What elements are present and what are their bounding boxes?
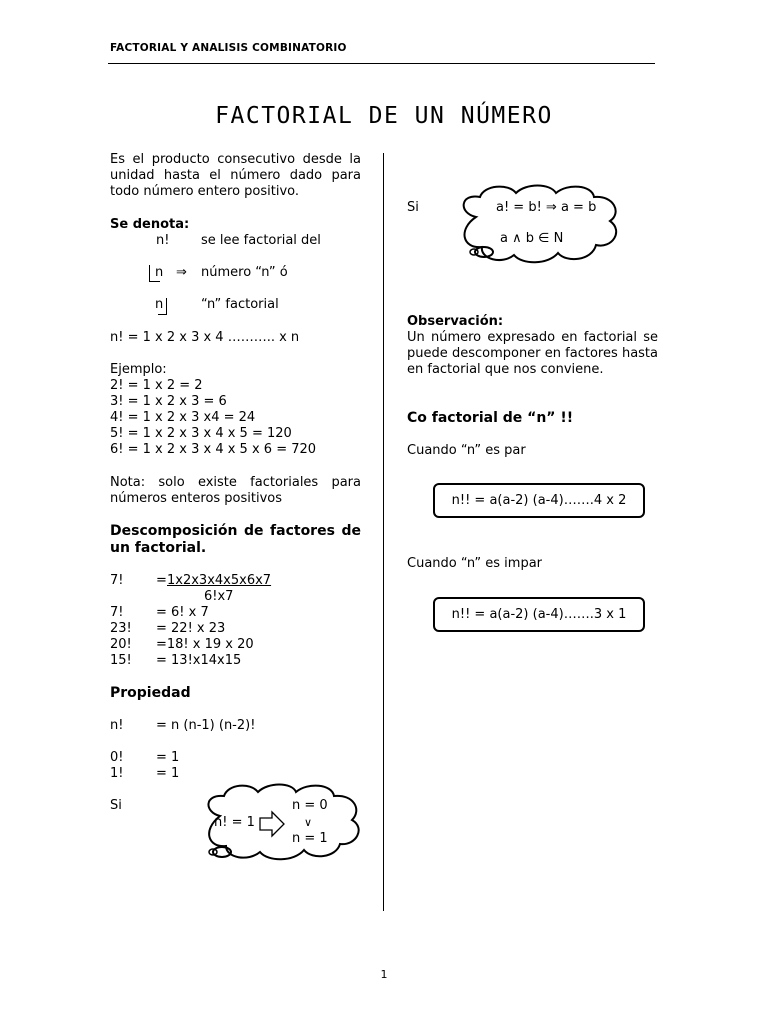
ejemplo-line: 2! = 1 x 2 = 2 <box>110 378 203 393</box>
or-symbol: ∨ <box>304 816 313 829</box>
propiedad-heading: Propiedad <box>110 685 191 701</box>
cloud-line-2: a ∧ b ∈ N <box>500 231 564 246</box>
si-label: Si <box>110 798 122 813</box>
descomp-rhs: = 13!x14x15 <box>156 653 242 668</box>
base-lhs: 0! <box>110 750 124 765</box>
ejemplo-line: 5! = 1 x 2 x 3 x 4 x 5 = 120 <box>110 426 292 441</box>
page-number: 1 <box>380 968 388 981</box>
observacion-paragraph: Un número expresado en factorial se puede descomponer en factores hasta en factorial que nos conviene. <box>407 330 658 377</box>
denota-desc-1: se lee factorial del <box>201 233 321 248</box>
propiedad-rhs: = n (n-1) (n-2)! <box>156 718 256 733</box>
observacion-heading: Observación: <box>407 314 504 329</box>
base-rhs: = 1 <box>156 766 180 781</box>
impar-formula-box: n!! = a(a-2) (a-4)…….3 x 1 <box>433 597 645 632</box>
denota-symbol-2: n <box>155 265 164 280</box>
descomp-lhs: 23! <box>110 621 132 636</box>
header-rule <box>108 63 655 64</box>
cloud-bottom-text: n = 1 <box>292 831 328 846</box>
impar-label: Cuando “n” es impar <box>407 556 543 571</box>
par-label: Cuando “n” es par <box>407 443 526 458</box>
descomp-lhs: 7! <box>110 605 124 620</box>
cloud-top-text: n = 0 <box>292 798 328 813</box>
ejemplo-line: 4! = 1 x 2 x 3 x4 = 24 <box>110 410 256 425</box>
par-formula-box: n!! = a(a-2) (a-4)…….4 x 2 <box>433 483 645 518</box>
descomp-numerator: 1x2x3x4x5x6x7 <box>167 573 272 588</box>
denota-symbol-3: n <box>155 297 164 312</box>
descomp-rhs: = 6! x 7 <box>156 605 209 620</box>
cloud-line-1: a! = b! ⇒ a = b <box>496 200 597 215</box>
descomp-lhs: 20! <box>110 637 132 652</box>
denota-desc-3: “n” factorial <box>201 297 279 312</box>
base-rhs: = 1 <box>156 750 180 765</box>
intro-paragraph: Es el producto consecutivo desde la unidad hasta el número dado para todo número entero positivo. <box>110 152 361 199</box>
cloud-left-text: n! = 1 <box>214 815 255 830</box>
si-label: Si <box>407 200 419 215</box>
descomp-lhs: 7! <box>110 573 124 588</box>
factorial-notation-right <box>158 298 167 315</box>
general-formula: n! = 1 x 2 x 3 x 4 ……….. x n <box>110 330 300 345</box>
denota-symbol-1: n! <box>156 233 170 248</box>
denota-heading: Se denota: <box>110 217 190 232</box>
descomp-rhs: =18! x 19 x 20 <box>156 637 254 652</box>
ejemplo-line: 3! = 1 x 2 x 3 = 6 <box>110 394 227 409</box>
ejemplo-heading: Ejemplo: <box>110 362 167 377</box>
cloud-shape <box>452 183 624 265</box>
column-divider <box>383 153 384 911</box>
base-lhs: 1! <box>110 766 124 781</box>
descomp-heading: Descomposición de factores de un factorial. <box>110 523 361 556</box>
descomp-lhs: 15! <box>110 653 132 668</box>
ejemplo-line: 6! = 1 x 2 x 3 x 4 x 5 x 6 = 720 <box>110 442 317 457</box>
page-title: FACTORIAL DE UN NÚMERO <box>215 103 553 129</box>
cofactorial-heading: Co factorial de “n” !! <box>407 410 574 426</box>
descomp-denominator: 6!x7 <box>204 589 234 604</box>
denota-desc-2: número “n” ó <box>201 265 288 280</box>
propiedad-lhs: n! <box>110 718 124 733</box>
implies-arrow-icon: ⇒ <box>176 265 187 280</box>
running-title: FACTORIAL Y ANALISIS COMBINATORIO <box>110 42 347 54</box>
nota-paragraph: Nota: solo existe factoriales para números enteros positivos <box>110 475 361 506</box>
descomp-rhs: =1x2x3x4x5x6x7 <box>156 573 272 588</box>
descomp-rhs: = 22! x 23 <box>156 621 226 636</box>
